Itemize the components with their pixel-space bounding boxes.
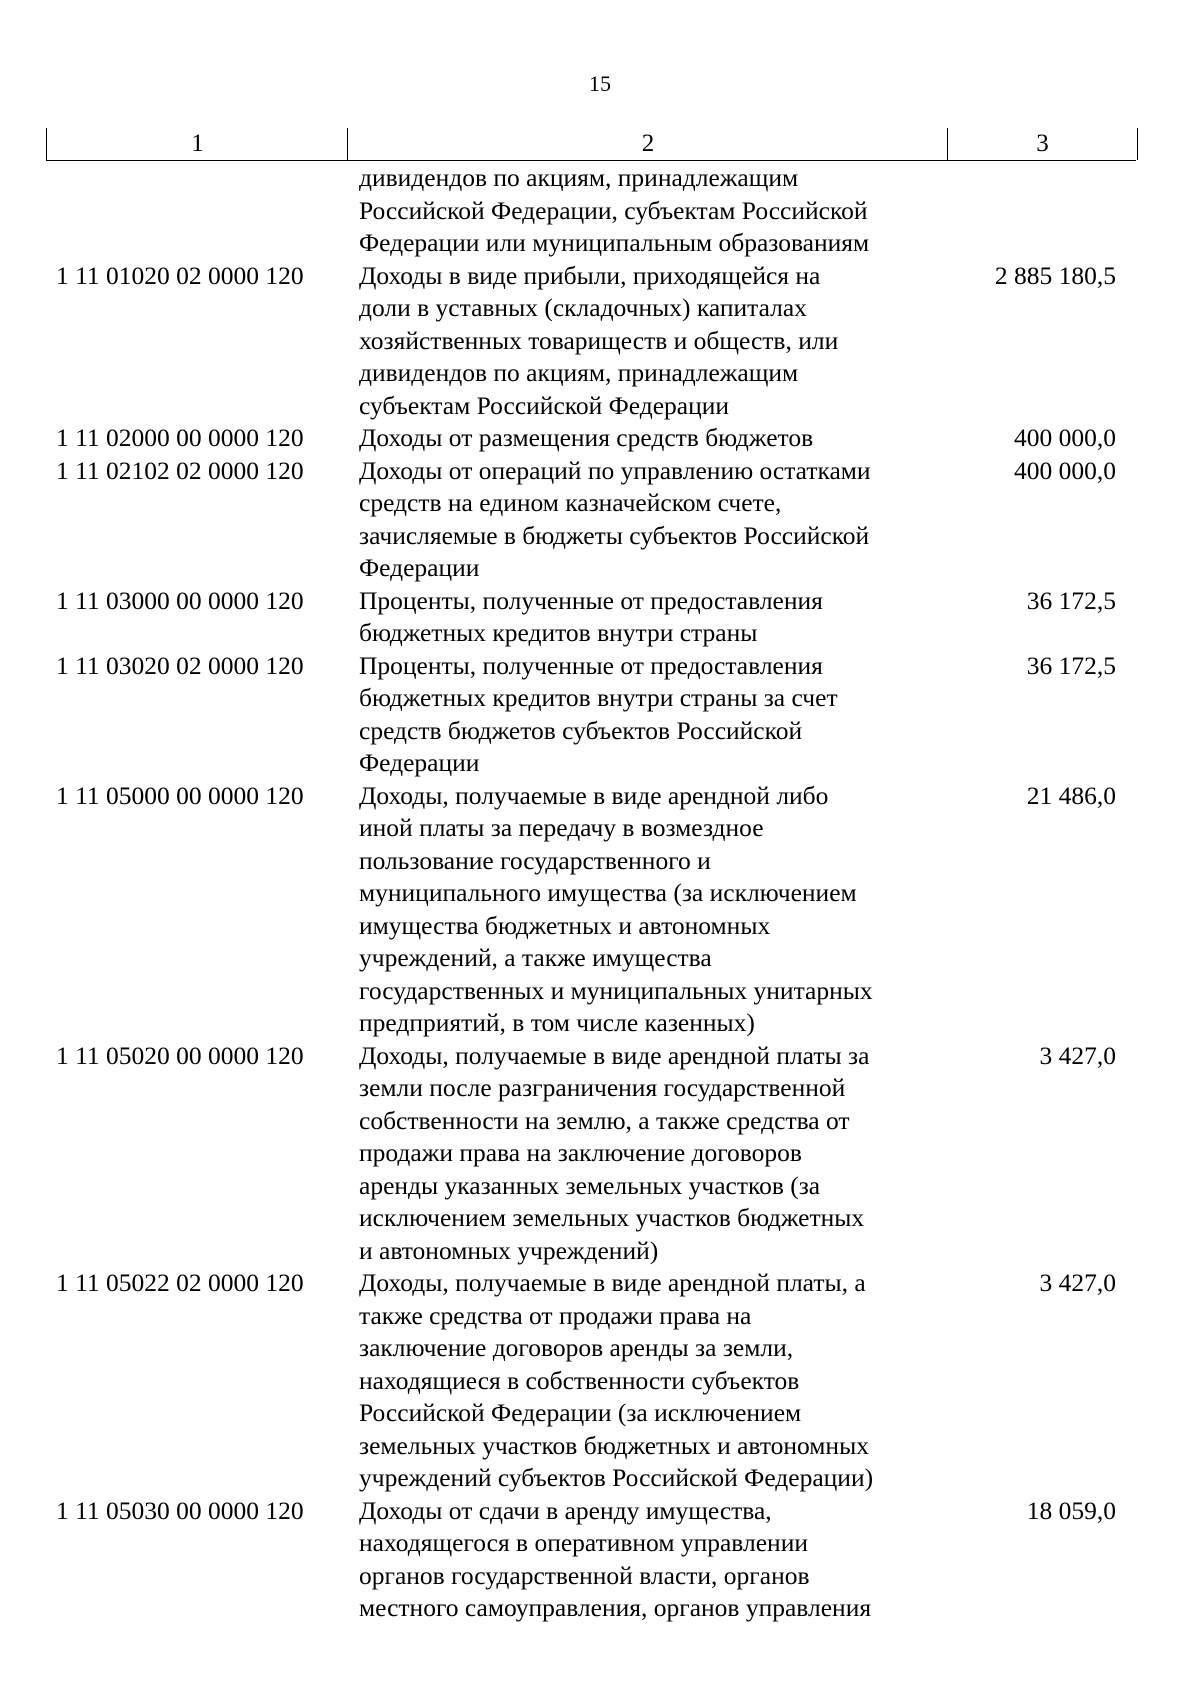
description-line: средств на едином казначейском счете, [359, 488, 782, 517]
budget-code-cell: 1 11 03020 02 0000 120 [56, 650, 304, 680]
budget-code-cell: 1 11 02102 02 0000 120 [56, 455, 304, 485]
table-body [46, 162, 1136, 1625]
description-line: собственности на землю, а также средства от [359, 1105, 850, 1135]
table-row [46, 1267, 1136, 1495]
description-line: учреждений субъектов Российской Федерации) [359, 1463, 874, 1492]
description-line: Доходы от операций по управлению остатками [359, 455, 871, 485]
description-line: местного самоуправления, органов управления [359, 1593, 872, 1622]
description-line: пользование государственного и [359, 845, 711, 875]
description-line: органов государственной власти, органов [359, 1560, 810, 1590]
description-line: предприятий, в том числе казенных) [359, 1008, 755, 1037]
description-line: имущества бюджетных и автономных [359, 910, 771, 940]
table-row [46, 260, 1136, 423]
description-line: Доходы в виде прибыли, приходящейся на [359, 260, 821, 290]
budget-code-cell: 1 11 03000 00 0000 120 [56, 585, 304, 615]
table-row [46, 455, 1136, 585]
description-line: средств бюджетов субъектов Российской [359, 715, 803, 745]
revenue-description-cell [347, 422, 947, 455]
revenue-description-cell [347, 260, 947, 423]
table-row [46, 585, 1136, 650]
description-line: бюджетных кредитов внутри страны [359, 618, 758, 647]
description-line: дивидендов по акциям, принадлежащим [359, 163, 799, 192]
description-line: Российской Федерации, субъектам Российской [359, 195, 868, 225]
revenue-description-cell [347, 585, 947, 650]
table-row [46, 780, 1136, 1040]
description-line: бюджетных кредитов внутри страны за счет [359, 683, 838, 712]
revenue-description-cell [347, 780, 947, 1040]
description-line: Федерации [359, 553, 480, 582]
description-line: субъектам Российской Федерации [359, 390, 730, 420]
amount-cell: 3 427,0 [1039, 1040, 1116, 1070]
revenue-description-cell [347, 1267, 947, 1495]
amount-cell: 400 000,0 [1014, 455, 1116, 485]
description-line: государственных и муниципальных унитарных [359, 975, 873, 1005]
revenue-description-cell [347, 1040, 947, 1268]
description-line: Доходы, получаемые в виде арендной платы, а [359, 1268, 866, 1297]
description-line: заключение договоров аренды за земли, [359, 1333, 794, 1362]
amount-cell: 18 059,0 [1026, 1495, 1116, 1525]
table-row [46, 162, 1136, 260]
revenue-description-cell [347, 162, 947, 260]
table-row [46, 650, 1136, 780]
page-number-text: 15 [589, 71, 611, 96]
description-line: находящегося в оперативном управлении [359, 1528, 808, 1557]
amount-cell: 2 885 180,5 [994, 260, 1116, 290]
table-header [46, 128, 1136, 161]
table-row [46, 1040, 1136, 1268]
description-line: зачисляемые в бюджеты субъектов Российской [359, 520, 870, 550]
budget-code-cell: 1 11 05030 00 0000 120 [56, 1495, 304, 1525]
budget-code-cell: 1 11 05020 00 0000 120 [56, 1040, 304, 1070]
header-column-1: 1 [46, 128, 348, 160]
description-line: Доходы от сдачи в аренду имущества, [359, 1495, 772, 1525]
description-line: Проценты, полученные от предоставления [359, 585, 823, 615]
description-line: земельных участков бюджетных и автономных [359, 1430, 869, 1460]
description-line: земли после разграничения государственной [359, 1073, 846, 1102]
header-column-2: 2 [347, 128, 948, 160]
revenue-description-cell [347, 1495, 947, 1625]
description-line: дивидендов по акциям, принадлежащим [359, 358, 799, 387]
table-row [46, 422, 1136, 455]
description-line: находящиеся в собственности субъектов [359, 1365, 800, 1395]
table-row [46, 1495, 1136, 1625]
amount-cell: 36 172,5 [1026, 650, 1116, 680]
description-line: Проценты, полученные от предоставления [359, 650, 823, 680]
description-line: хозяйственных товариществ и обществ, или [359, 325, 839, 355]
budget-code-cell: 1 11 05022 02 0000 120 [56, 1268, 304, 1297]
amount-cell: 21 486,0 [1026, 780, 1116, 810]
budget-code-cell: 1 11 01020 02 0000 120 [56, 260, 304, 290]
revenue-description-cell [347, 650, 947, 780]
description-line: исключением земельных участков бюджетных [359, 1203, 865, 1232]
description-line: и автономных учреждений) [359, 1235, 659, 1265]
description-line: аренды указанных земельных участков (за [359, 1170, 821, 1200]
description-line: Федерации [359, 748, 480, 777]
budget-code-cell: 1 11 02000 00 0000 120 [56, 423, 304, 452]
amount-cell: 3 427,0 [1039, 1268, 1116, 1297]
description-line: Доходы, получаемые в виде арендной платы за [359, 1040, 870, 1070]
description-line: иной платы за передачу в возмездное [359, 813, 764, 842]
description-line: Российской Федерации (за исключением [359, 1398, 802, 1427]
page-number [0, 72, 1200, 96]
description-line: продажи права на заключение договоров [359, 1138, 802, 1167]
budget-code-cell: 1 11 05000 00 0000 120 [56, 780, 304, 810]
description-line: Федерации или муниципальным образованиям [359, 228, 870, 257]
description-line: также средства от продажи права на [359, 1300, 752, 1330]
amount-cell: 36 172,5 [1026, 585, 1116, 615]
revenue-description-cell [347, 455, 947, 585]
header-column-3: 3 [947, 128, 1138, 160]
description-line: муниципального имущества (за исключением [359, 878, 857, 907]
description-line: доли в уставных (складочных) капиталах [359, 293, 807, 322]
description-line: учреждений, а также имущества [359, 943, 712, 972]
description-line: Доходы от размещения средств бюджетов [359, 423, 814, 452]
amount-cell: 400 000,0 [1014, 423, 1116, 452]
description-line: Доходы, получаемые в виде арендной либо [359, 780, 829, 810]
